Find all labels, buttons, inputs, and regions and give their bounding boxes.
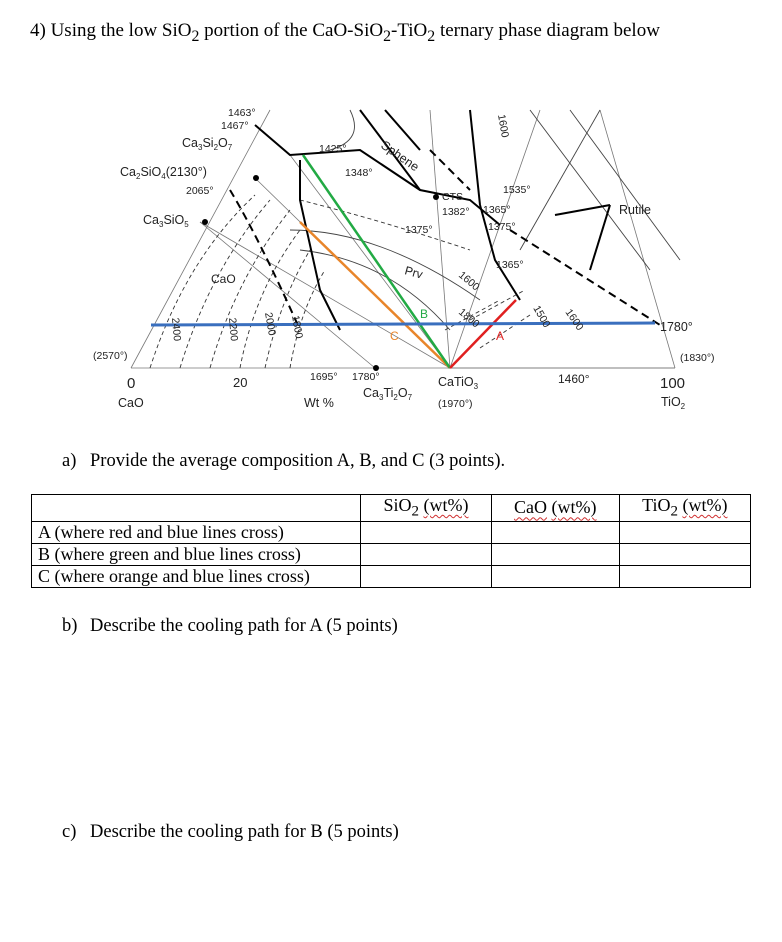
svg-text:1382°: 1382°	[442, 206, 470, 218]
svg-text:(1830°): (1830°)	[680, 352, 715, 364]
table-row	[32, 565, 751, 587]
cao-cell[interactable]	[491, 565, 619, 587]
svg-text:1467°: 1467°	[221, 120, 249, 132]
svg-text:2400: 2400	[169, 317, 184, 342]
svg-text:1500: 1500	[530, 303, 553, 330]
part-b-prompt: b) Describe the cooling path for A (5 points)	[62, 616, 398, 636]
svg-text:1600: 1600	[456, 269, 482, 294]
svg-text:Wt %: Wt %	[304, 396, 334, 410]
green-line	[303, 155, 450, 368]
svg-text:CTS: CTS	[442, 191, 463, 203]
question-title: 4) Using the low SiO$_2$ portion of the CaO-SiO$_2$-TiO$_2$ ternary phase diagram below	[30, 20, 660, 45]
svg-text:1780°: 1780°	[660, 320, 693, 334]
tio2-cell[interactable]	[619, 543, 750, 565]
table-row	[32, 543, 751, 565]
svg-text:CaO: CaO	[118, 396, 144, 410]
row-label: A (where red and blue lines cross)	[32, 521, 361, 543]
svg-text:1365°: 1365°	[483, 204, 511, 216]
svg-text:1348°: 1348°	[345, 167, 373, 179]
svg-text:1535°: 1535°	[503, 184, 531, 196]
svg-text:2200: 2200	[226, 317, 241, 342]
svg-text:A: A	[496, 329, 505, 343]
svg-text:1460°: 1460°	[558, 372, 590, 386]
row-label: B (where green and blue lines cross)	[32, 543, 361, 565]
header-empty-cell	[32, 495, 361, 522]
svg-text:Sphene: Sphene	[378, 137, 422, 175]
svg-text:Ca3Si2O7: $Ca_3Si_2O_7$	[182, 136, 233, 152]
header-sio2: SiO$_2$ (wt%)	[361, 495, 492, 522]
cao-cell[interactable]	[491, 543, 619, 565]
svg-text:20: 20	[233, 375, 248, 390]
svg-text:Ca3Ti2O7: $Ca_3Ti_2O_7$	[363, 386, 413, 402]
cao-cell[interactable]	[491, 521, 619, 543]
phase-diagram	[0, 0, 782, 430]
svg-text:C: C	[390, 329, 399, 343]
svg-text:0: 0	[127, 375, 136, 392]
svg-text:1425°: 1425°	[319, 143, 347, 155]
part-a-prompt: a) Provide the average composition A, B, and C (3 points).	[62, 451, 506, 471]
sio2-cell[interactable]	[361, 543, 492, 565]
sio2-cell[interactable]	[361, 565, 492, 587]
part-c-prompt: c) Describe the cooling path for B (5 points)	[62, 822, 399, 842]
svg-text:B: B	[420, 307, 429, 321]
header-cao: CaO (wt%)	[491, 495, 619, 522]
tio2-cell[interactable]	[619, 565, 750, 587]
svg-text:CaTiO3: CaTiO$_3$	[438, 375, 479, 391]
svg-text:2000: 2000	[262, 311, 278, 337]
sio2-cell[interactable]	[361, 521, 492, 543]
svg-text:(1970°): (1970°)	[438, 398, 473, 410]
svg-text:1375°: 1375°	[488, 221, 516, 233]
composition-table	[31, 494, 751, 588]
svg-text:Prv: Prv	[403, 263, 425, 282]
svg-text:Rutile: Rutile	[619, 203, 651, 217]
svg-text:TiO2: TiO$_2$	[661, 395, 686, 411]
header-tio2: TiO$_2$ (wt%)	[619, 495, 750, 522]
svg-text:Ca2SiO4(2130°): $Ca_2SiO_4(2130^\circ)$	[120, 165, 207, 181]
table-header-row	[32, 495, 751, 522]
table-row	[32, 521, 751, 543]
svg-text:1600: 1600	[562, 306, 586, 333]
svg-text:(2570°): (2570°)	[93, 350, 128, 362]
svg-text:1695°: 1695°	[310, 371, 338, 383]
svg-text:CaO: CaO	[211, 272, 236, 286]
svg-text:1600: 1600	[495, 113, 511, 139]
svg-text:1375°: 1375°	[405, 224, 433, 236]
svg-text:1800: 1800	[456, 306, 482, 331]
svg-text:1463°: 1463°	[228, 107, 256, 119]
tio2-cell[interactable]	[619, 521, 750, 543]
svg-text:100: 100	[660, 375, 686, 392]
row-label: C (where orange and blue lines cross)	[32, 565, 361, 587]
svg-text:1780°: 1780°	[352, 371, 380, 383]
svg-text:2065°: 2065°	[186, 185, 214, 197]
svg-text:1365°: 1365°	[496, 259, 524, 271]
svg-text:Ca3SiO5: $Ca_3SiO_5$	[143, 213, 189, 229]
svg-text:1800: 1800	[289, 314, 305, 340]
